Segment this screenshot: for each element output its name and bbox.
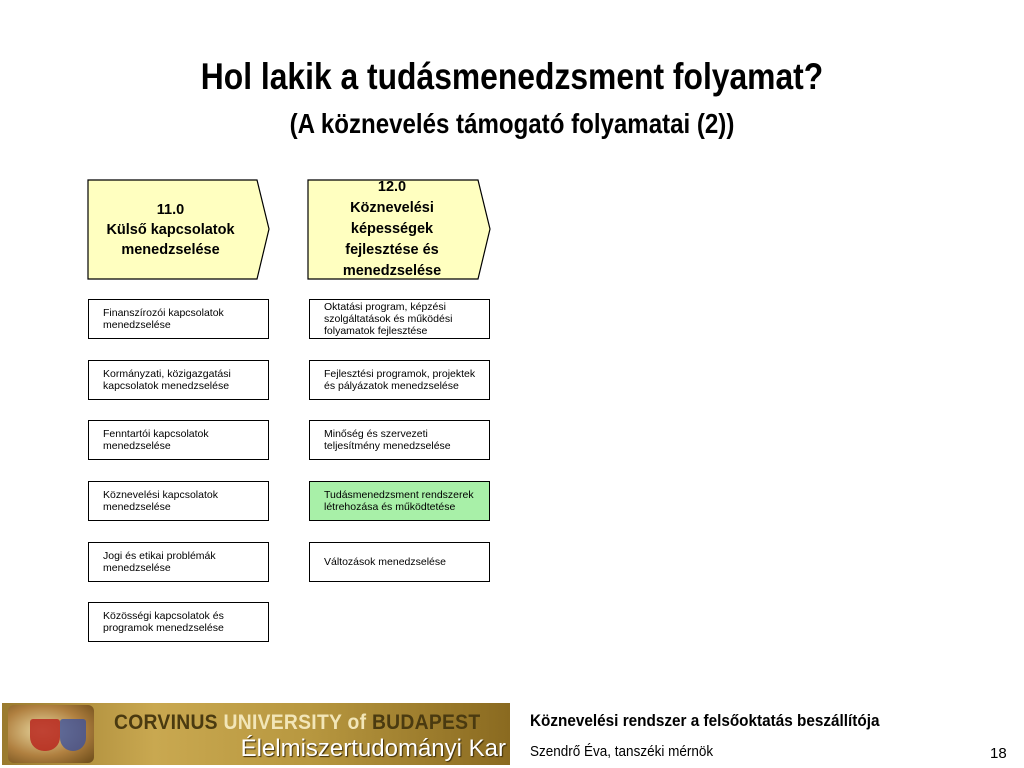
process-box: Kormányzati, közigazgatási kapcsolatok menedzselése <box>88 360 269 400</box>
header-number: 11.0 <box>156 201 185 218</box>
process-header-12 <box>307 179 491 280</box>
header-line: menedzselése <box>342 263 442 279</box>
process-box: Finanszírozói kapcsolatok menedzselése <box>88 299 269 339</box>
header-line: Köznevelési <box>350 200 434 216</box>
process-box-highlighted: Tudásmenedzsment rendszerek létrehozása és működtetése <box>309 481 490 521</box>
slide-title: Hol lakik a tudásmenedzsment folyamat? <box>200 56 824 97</box>
banner-budapest: BUDAPEST <box>371 711 481 734</box>
faculty-name: Élelmiszertudományi Kar <box>240 735 506 762</box>
university-crest-icon <box>8 705 94 763</box>
page-number: 18 <box>990 745 1007 762</box>
footer-title: Köznevelési rendszer a felsőoktatás beszállítója <box>530 711 880 730</box>
process-box: Köznevelési kapcsolatok menedzselése <box>88 481 269 521</box>
header-text <box>106 200 234 260</box>
process-box: Változások menedzselése <box>309 542 490 582</box>
header-line: menedzselése <box>121 241 220 258</box>
header-line: képességek <box>350 221 434 237</box>
process-box: Közösségi kapcsolatok és programok menedzselése <box>88 602 269 642</box>
header-line: fejlesztése és <box>345 242 439 258</box>
header-text <box>343 177 441 282</box>
header-line: Külső kapcsolatok <box>106 221 235 238</box>
banner-of: of <box>347 711 367 734</box>
slide-subtitle: (A köznevelés támogató folyamatai (2)) <box>289 108 735 139</box>
banner-corvinus: CORVINUS <box>114 711 218 734</box>
process-box: Fenntartói kapcsolatok menedzselése <box>88 420 269 460</box>
process-box: Minőség és szervezeti teljesítmény menedzselése <box>309 420 490 460</box>
process-box: Fejlesztési programok, projektek és pályázatok menedzselése <box>309 360 490 400</box>
footer-author: Szendrő Éva, tanszéki mérnök <box>530 743 714 760</box>
banner-university: UNIVERSITY <box>223 711 342 734</box>
university-banner <box>2 703 510 765</box>
header-number: 12.0 <box>377 179 407 195</box>
process-box: Oktatási program, képzési szolgáltatások és működési folyamatok fejlesztése <box>309 299 490 339</box>
process-header-11 <box>87 179 270 280</box>
university-name <box>114 711 481 735</box>
process-box: Jogi és etikai problémák menedzselése <box>88 542 269 582</box>
